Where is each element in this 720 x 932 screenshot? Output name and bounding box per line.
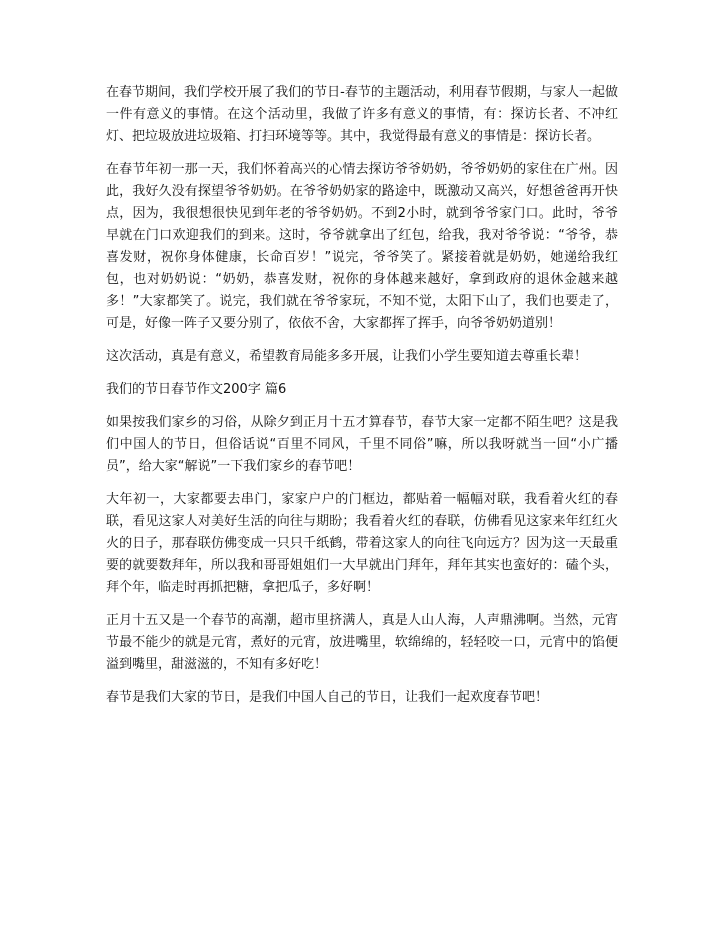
paragraph-intro: 在春节期间，我们学校开展了我们的节日-春节的主题活动，利用春节假期，与家人一起做一件有意义的事情。在这个活动里，我做了许多有意义的事情，有：探访长者、不冲红灯、把垃圾放进垃圾箱、打扫环境等等。其中，我觉得最有意义的事情是：探访长者。 — [106, 85, 618, 144]
paragraph-hometown-customs: 如果按我们家乡的习俗，从除夕到正月十五才算春节，春节大家一定都不陌生吧？这是我们中国人的节日，但俗话说“百里不同风，千里不同俗”嘛，所以我呀就当一回“小广播员”，给大家“解说”一下我们家乡的春节吧！ — [106, 415, 618, 474]
document-page — [106, 82, 618, 720]
paragraph-conclusion: 这次活动，真是有意义，希望教育局能多多开展，让我们小学生要知道去尊重长辈！ — [106, 349, 588, 364]
paragraph-new-year-day: 大年初一，大家都要去串门，家家户户的门框边，都贴着一幅幅对联，我看着火红的春联，看见这家人对美好生活的向往与期盼；我看着火红的春联，仿佛看见这家来年红红火火的日子，那春联仿佛变成一只只千纸鹤，带着这家人的向往飞向远方？因为这一天最重要的就要数拜年，所以我和哥哥姐姐们一大早就出门拜年，拜年其实也蛮好的：磕个头，拜个年，临走时再抓把糖，拿把瓜子，多好啊！ — [106, 492, 618, 595]
paragraph-closing: 春节是我们大家的节日，是我们中国人自己的节日，让我们一起欢度春节吧！ — [106, 690, 549, 705]
paragraph-lantern-festival: 正月十五又是一个春节的高潮，超市里挤满人，真是人山人海，人声鼎沸啊。当然，元宵节最不能少的就是元宵，煮好的元宵，放进嘴里，软绵绵的，轻轻咬一口，元宵中的馅便溢到嘴里，甜滋滋的，不知有多好吃！ — [106, 613, 618, 672]
paragraph-visit-grandparents: 在春节年初一那一天，我们怀着高兴的心情去探访爷爷奶奶，爷爷奶奶的家住在广州。因此，我好久没有探望爷爷奶奶。在爷爷奶奶家的路途中，既激动又高兴，好想爸爸再开快点，因为，我很想很快见到年老的爷爷奶奶。不到2小时，就到爷爷家门口。此时，爷爷早就在门口欢迎我们的到来。这时，爷爷就拿出了红包，给我，我对爷爷说：“爷爷，恭喜发财，祝你身体健康，长命百岁！”说完，爷爷笑了。紧接着就是奶奶，她递给我红包，也对奶奶说：“奶奶，恭喜发财，祝你的身体越来越好，拿到政府的退休金越来越多！”大家都笑了。说完，我们就在爷爷家玩，不知不觉，太阳下山了，我们也要走了，可是，好像一阵子又要分别了，依依不舍，大家都挥了挥手，向爷爷奶奶道别！ — [106, 162, 618, 331]
section-heading: 我们的节日春节作文200字 篇6 — [106, 382, 287, 397]
